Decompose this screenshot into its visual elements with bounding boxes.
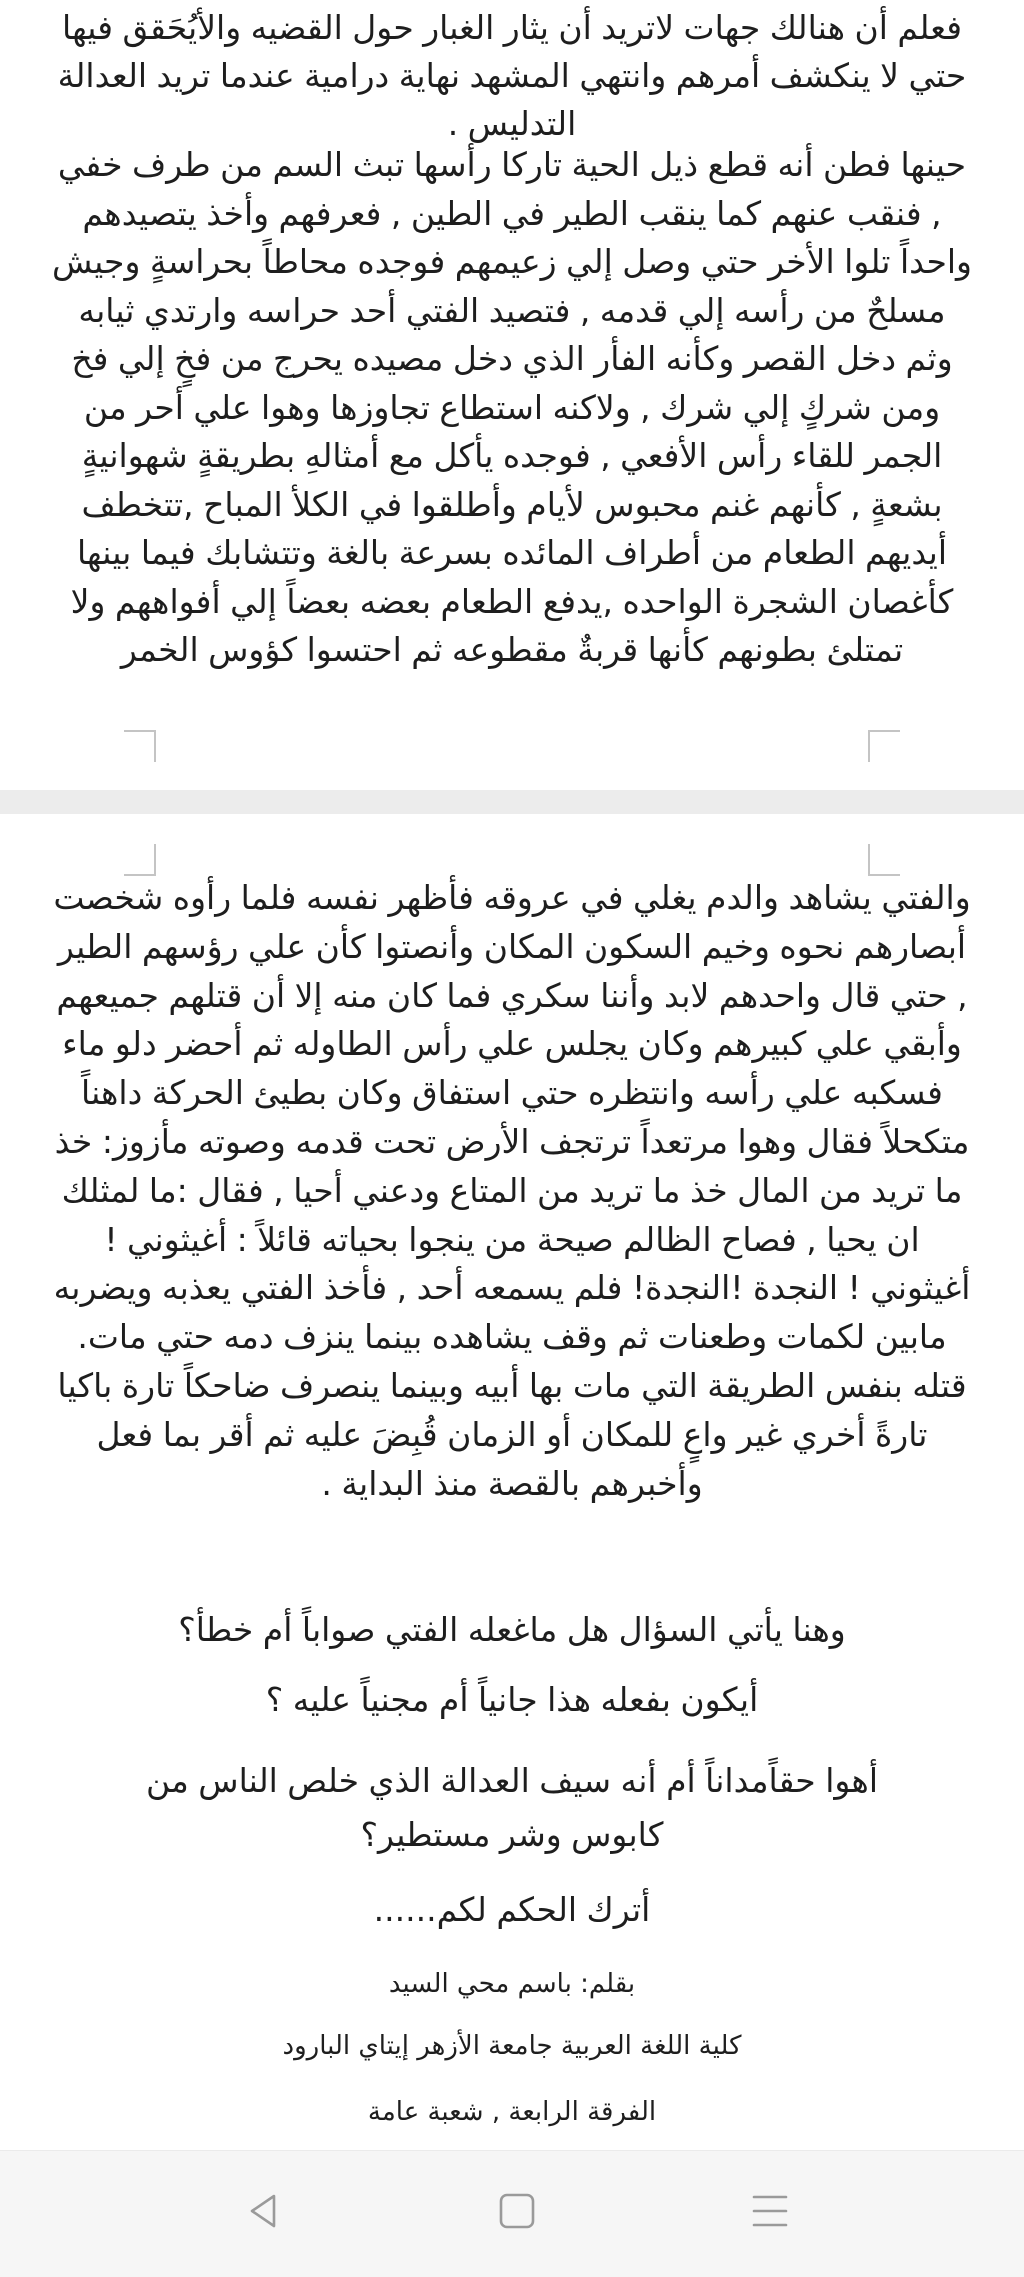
home-button[interactable] [487, 2181, 547, 2241]
paragraph-3: والفتي يشاهد والدم يغلي في عروقه فأظهر نفسه فلما رأوه شخصت أبصارهم نحوه وخيم السكون المكان وأنصتوا كأن علي رؤسهم الطير , حتي قال واحدهم لابد وأننا سكري فما كان منه إلا أن قتلهم جميعهم وأبقي علي كبيرهم وكان يجلس علي رأس الطاوله ثم أحضر دلو ماء فسكبه علي رأسه وانتظره حتي استفاق وكان بطيئ الحركة داهناً متكحلاً فقال وهوا مرتعداً ترتجف الأرض تحت قدمه وصوته مأزوز: خذ ما تريد من المال خذ ما تريد من المتاع ودعني أحيا , فقال :ما لمثلك ان يحيا , فصاح الظالم صيحة من ينجوا بحياته قائلاً : أغيثوني ! أغيثوني ! النجدة !النجدة! فلم يسمعه أحد , فأخذ الفتي يعذبه ويضربه مابين لكمات وطعنات ثم وقف يشاهده بينما ينزف دمه حتي مات. قتله بنفس الطريقة التي مات بها أبيه وبينما ينصرف ضاحكاً تارة باكيا تارةً أخري غير واعٍ للمكان أو الزمان قُبِضَ عليه ثم أقر بما فعل وأخبرهم بالقصة منذ البداية . [53, 878, 971, 1503]
menu-lines-icon [750, 2191, 790, 2231]
question-3: أهوا حقاًمداناً أم أنه سيف العدالة الذي خلص الناس من كابوس وشر مستطير؟ [146, 1761, 878, 1854]
year-line: الفرقة الرابعة , شعبة عامة [367, 2097, 657, 2127]
paragraph-2: حينها فطن أنه قطع ذيل الحية تاركا رأسها تبث السم من طرف خفي , فنقب عنهم كما ينقب الطير في الطين , فعرفهم وأخذ يتصيدهم واحداً تلوا الأخر حتي وصل إلي زعيمهم فوجده محاطاً بحراسةٍ وجيش مسلحٌ من رأسه إلي قدمه , فتصيد الفتي أحد حراسه وارتدي ثيابه وثم دخل القصر وكأنه الفأر الذي دخل مصيده يحرج من فخٍ إلي فخ ومن شركٍ إلي شرك , ولاكنه استطاع تجاوزها وهوا علي أحر من الجمر للقاء رأس الأفعي , فوجده يأكل مع أمثالهِ بطريقةٍ شهوانيةٍ بشعةٍ , كأنهم غنم محبوس لأيام وأطلقوا في الكلأ المباح ,تتخطف أيديهم الطعام من أطراف المائده بسرعة بالغة وتتشابك فيما بينها كأغصان الشجرة الواحده ,يدفع الطعام بعضه بعضاً إلي أفواههم ولا تمتلئ بطونهم كأنها قربةٌ مقطوعه ثم احتسوا كؤوس الخمر [52, 145, 972, 669]
question-2: أيكون بفعله هذا جانياً أم مجنياً عليه ؟ [265, 1680, 759, 1719]
question-1: وهنا يأتي السؤال هل ماغعله الفتي صواباً أم خطأ؟ [178, 1610, 846, 1649]
crop-mark-left [124, 730, 156, 762]
author-line: بقلم: باسم محي السيد [388, 1969, 636, 1999]
document-page-1 [0, 0, 1024, 790]
crop-mark-right [868, 730, 900, 762]
back-triangle-icon [244, 2191, 284, 2231]
crop-mark-right [868, 844, 900, 876]
system-navigation-bar [0, 2150, 1024, 2277]
paragraph-1: فعلم أن هنالك جهات لاتريد أن يثار الغبار حول القضيه والأيُحَقق فيها حتي لا ينكشف أمرهم وانتهي المشهد نهاية درامية عندما تريد العدالة التدليس . [57, 8, 967, 143]
document-page-2 [0, 814, 1024, 2150]
recent-apps-button[interactable] [740, 2181, 800, 2241]
crop-mark-left [124, 844, 156, 876]
back-button[interactable] [234, 2181, 294, 2241]
college-line: كلية اللغة العربية جامعة الأزهر إيتاي البارود [282, 2031, 742, 2061]
closing-line: أترك الحكم لكم...... [373, 1890, 651, 1929]
page-separator [0, 790, 1024, 814]
home-square-icon [497, 2191, 537, 2231]
